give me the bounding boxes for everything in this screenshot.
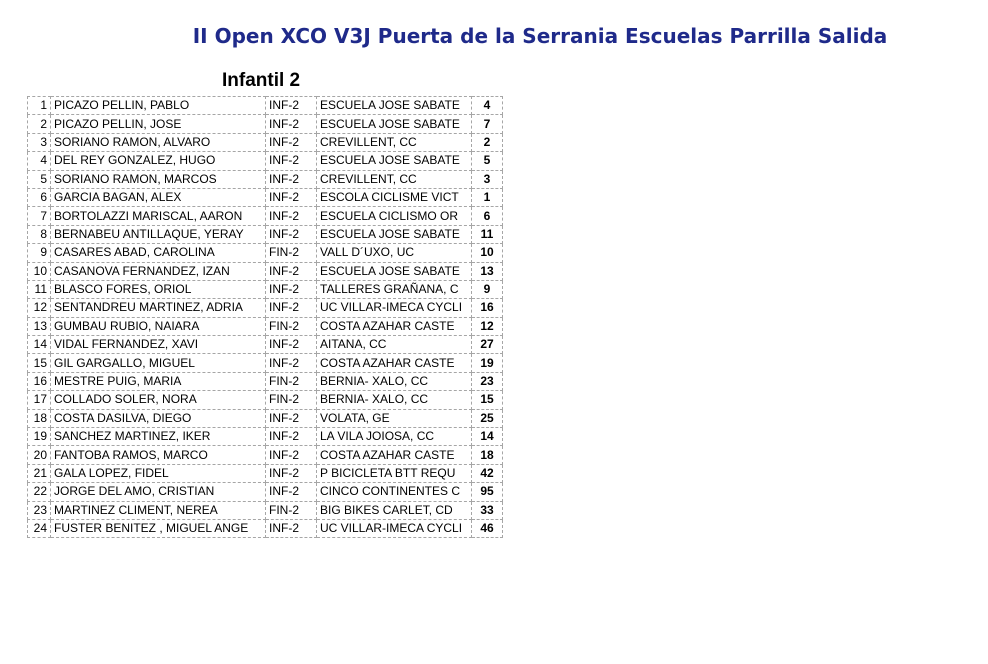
rider-category: INF-2 [266, 299, 317, 317]
table-row [28, 225, 503, 243]
row-position: 9 [28, 244, 51, 262]
table-row [28, 519, 503, 537]
row-position: 5 [28, 170, 51, 188]
rider-name: DEL REY GONZALEZ, HUGO [51, 152, 266, 170]
rider-name: COSTA DASILVA, DIEGO [51, 409, 266, 427]
rider-bib: 12 [472, 317, 503, 335]
rider-bib: 33 [472, 501, 503, 519]
rider-bib: 7 [472, 115, 503, 133]
rider-bib: 15 [472, 391, 503, 409]
rider-category: INF-2 [266, 464, 317, 482]
rider-category: INF-2 [266, 262, 317, 280]
rider-category: FIN-2 [266, 372, 317, 390]
table-row [28, 317, 503, 335]
rider-name: MESTRE PUIG, MARIA [51, 372, 266, 390]
rider-category: INF-2 [266, 519, 317, 537]
rider-category: INF-2 [266, 280, 317, 298]
rider-club: CINCO CONTINENTES C [317, 483, 472, 501]
table-row [28, 97, 503, 115]
rider-category: FIN-2 [266, 317, 317, 335]
row-position: 15 [28, 354, 51, 372]
rider-category: INF-2 [266, 152, 317, 170]
row-position: 19 [28, 428, 51, 446]
table-row [28, 483, 503, 501]
rider-bib: 42 [472, 464, 503, 482]
rider-category: INF-2 [266, 133, 317, 151]
table-row [28, 280, 503, 298]
rider-category: INF-2 [266, 207, 317, 225]
rider-name: JORGE DEL AMO, CRISTIAN [51, 483, 266, 501]
rider-name: FANTOBA RAMOS, MARCO [51, 446, 266, 464]
rider-bib: 11 [472, 225, 503, 243]
rider-club: VALL D´UXO, UC [317, 244, 472, 262]
table-row [28, 446, 503, 464]
rider-club: UC VILLAR-IMECA CYCLI [317, 519, 472, 537]
rider-name: MARTINEZ CLIMENT, NEREA [51, 501, 266, 519]
rider-club: COSTA AZAHAR CASTE [317, 354, 472, 372]
rider-category: INF-2 [266, 409, 317, 427]
rider-club: AITANA, CC [317, 336, 472, 354]
table-row [28, 428, 503, 446]
table-row [28, 188, 503, 206]
rider-name: GALA LOPEZ, FIDEL [51, 464, 266, 482]
table-row [28, 372, 503, 390]
row-position: 21 [28, 464, 51, 482]
rider-club: P BICICLETA BTT REQU [317, 464, 472, 482]
table-row [28, 354, 503, 372]
rider-bib: 18 [472, 446, 503, 464]
row-position: 23 [28, 501, 51, 519]
rider-name: GIL GARGALLO, MIGUEL [51, 354, 266, 372]
rider-name: CASANOVA FERNANDEZ, IZAN [51, 262, 266, 280]
rider-category: INF-2 [266, 336, 317, 354]
rider-club: ESCUELA CICLISMO OR [317, 207, 472, 225]
table-row [28, 152, 503, 170]
row-position: 20 [28, 446, 51, 464]
table-row [28, 133, 503, 151]
rider-bib: 9 [472, 280, 503, 298]
row-position: 16 [28, 372, 51, 390]
row-position: 8 [28, 225, 51, 243]
row-position: 11 [28, 280, 51, 298]
rider-name: COLLADO SOLER, NORA [51, 391, 266, 409]
table-row [28, 207, 503, 225]
rider-name: SORIANO RAMON, ALVARO [51, 133, 266, 151]
page-title: II Open XCO V3J Puerta de la Serrania Escuelas Parrilla Salida [192, 24, 888, 48]
rider-name: GARCIA BAGAN, ALEX [51, 188, 266, 206]
rider-name: BORTOLAZZI MARISCAL, AARON [51, 207, 266, 225]
rider-category: FIN-2 [266, 244, 317, 262]
rider-bib: 6 [472, 207, 503, 225]
row-position: 17 [28, 391, 51, 409]
rider-name: PICAZO PELLIN, PABLO [51, 97, 266, 115]
rider-category: INF-2 [266, 97, 317, 115]
rider-bib: 3 [472, 170, 503, 188]
rider-club: BERNIA- XALO, CC [317, 391, 472, 409]
rider-club: TALLERES GRAÑANA, C [317, 280, 472, 298]
table-row [28, 464, 503, 482]
rider-bib: 27 [472, 336, 503, 354]
table-row [28, 262, 503, 280]
table-row [28, 501, 503, 519]
rider-category: FIN-2 [266, 391, 317, 409]
rider-category: FIN-2 [266, 501, 317, 519]
row-position: 6 [28, 188, 51, 206]
table-row [28, 115, 503, 133]
row-position: 3 [28, 133, 51, 151]
table-row [28, 170, 503, 188]
rider-club: ESCOLA CICLISME VICT [317, 188, 472, 206]
rider-category: INF-2 [266, 354, 317, 372]
rider-category: INF-2 [266, 483, 317, 501]
start-grid-table [27, 96, 503, 538]
rider-name: CASARES ABAD, CAROLINA [51, 244, 266, 262]
rider-bib: 25 [472, 409, 503, 427]
row-position: 14 [28, 336, 51, 354]
rider-name: FUSTER BENITEZ , MIGUEL ANGE [51, 519, 266, 537]
table-row [28, 391, 503, 409]
start-grid-body [28, 97, 503, 538]
rider-club: ESCUELA JOSE SABATE [317, 225, 472, 243]
table-row [28, 336, 503, 354]
table-row [28, 244, 503, 262]
rider-bib: 14 [472, 428, 503, 446]
rider-category: INF-2 [266, 115, 317, 133]
rider-name: PICAZO PELLIN, JOSE [51, 115, 266, 133]
row-position: 2 [28, 115, 51, 133]
rider-name: BERNABEU ANTILLAQUE, YERAY [51, 225, 266, 243]
row-position: 1 [28, 97, 51, 115]
rider-bib: 46 [472, 519, 503, 537]
rider-bib: 1 [472, 188, 503, 206]
rider-category: INF-2 [266, 446, 317, 464]
table-row [28, 299, 503, 317]
rider-club: COSTA AZAHAR CASTE [317, 446, 472, 464]
rider-name: GUMBAU RUBIO, NAIARA [51, 317, 266, 335]
rider-club: VOLATA, GE [317, 409, 472, 427]
rider-category: INF-2 [266, 428, 317, 446]
rider-bib: 5 [472, 152, 503, 170]
rider-bib: 10 [472, 244, 503, 262]
rider-club: BERNIA- XALO, CC [317, 372, 472, 390]
rider-name: SANCHEZ MARTINEZ, IKER [51, 428, 266, 446]
rider-club: LA VILA JOIOSA, CC [317, 428, 472, 446]
table-row [28, 409, 503, 427]
rider-club: ESCUELA JOSE SABATE [317, 97, 472, 115]
rider-bib: 19 [472, 354, 503, 372]
category-heading: Infantil 2 [222, 70, 301, 91]
row-position: 4 [28, 152, 51, 170]
row-position: 22 [28, 483, 51, 501]
rider-category: INF-2 [266, 170, 317, 188]
rider-category: INF-2 [266, 188, 317, 206]
row-position: 13 [28, 317, 51, 335]
row-position: 12 [28, 299, 51, 317]
rider-bib: 4 [472, 97, 503, 115]
rider-club: CREVILLENT, CC [317, 170, 472, 188]
row-position: 18 [28, 409, 51, 427]
rider-name: VIDAL FERNANDEZ, XAVI [51, 336, 266, 354]
rider-club: UC VILLAR-IMECA CYCLI [317, 299, 472, 317]
rider-bib: 95 [472, 483, 503, 501]
rider-name: SENTANDREU MARTINEZ, ADRIA [51, 299, 266, 317]
rider-bib: 13 [472, 262, 503, 280]
row-position: 10 [28, 262, 51, 280]
rider-bib: 23 [472, 372, 503, 390]
rider-name: SORIANO RAMON, MARCOS [51, 170, 266, 188]
row-position: 7 [28, 207, 51, 225]
rider-club: BIG BIKES CARLET, CD [317, 501, 472, 519]
rider-category: INF-2 [266, 225, 317, 243]
rider-club: CREVILLENT, CC [317, 133, 472, 151]
rider-club: ESCUELA JOSE SABATE [317, 152, 472, 170]
rider-bib: 2 [472, 133, 503, 151]
rider-club: COSTA AZAHAR CASTE [317, 317, 472, 335]
rider-name: BLASCO FORES, ORIOL [51, 280, 266, 298]
row-position: 24 [28, 519, 51, 537]
rider-club: ESCUELA JOSE SABATE [317, 115, 472, 133]
rider-club: ESCUELA JOSE SABATE [317, 262, 472, 280]
rider-bib: 16 [472, 299, 503, 317]
